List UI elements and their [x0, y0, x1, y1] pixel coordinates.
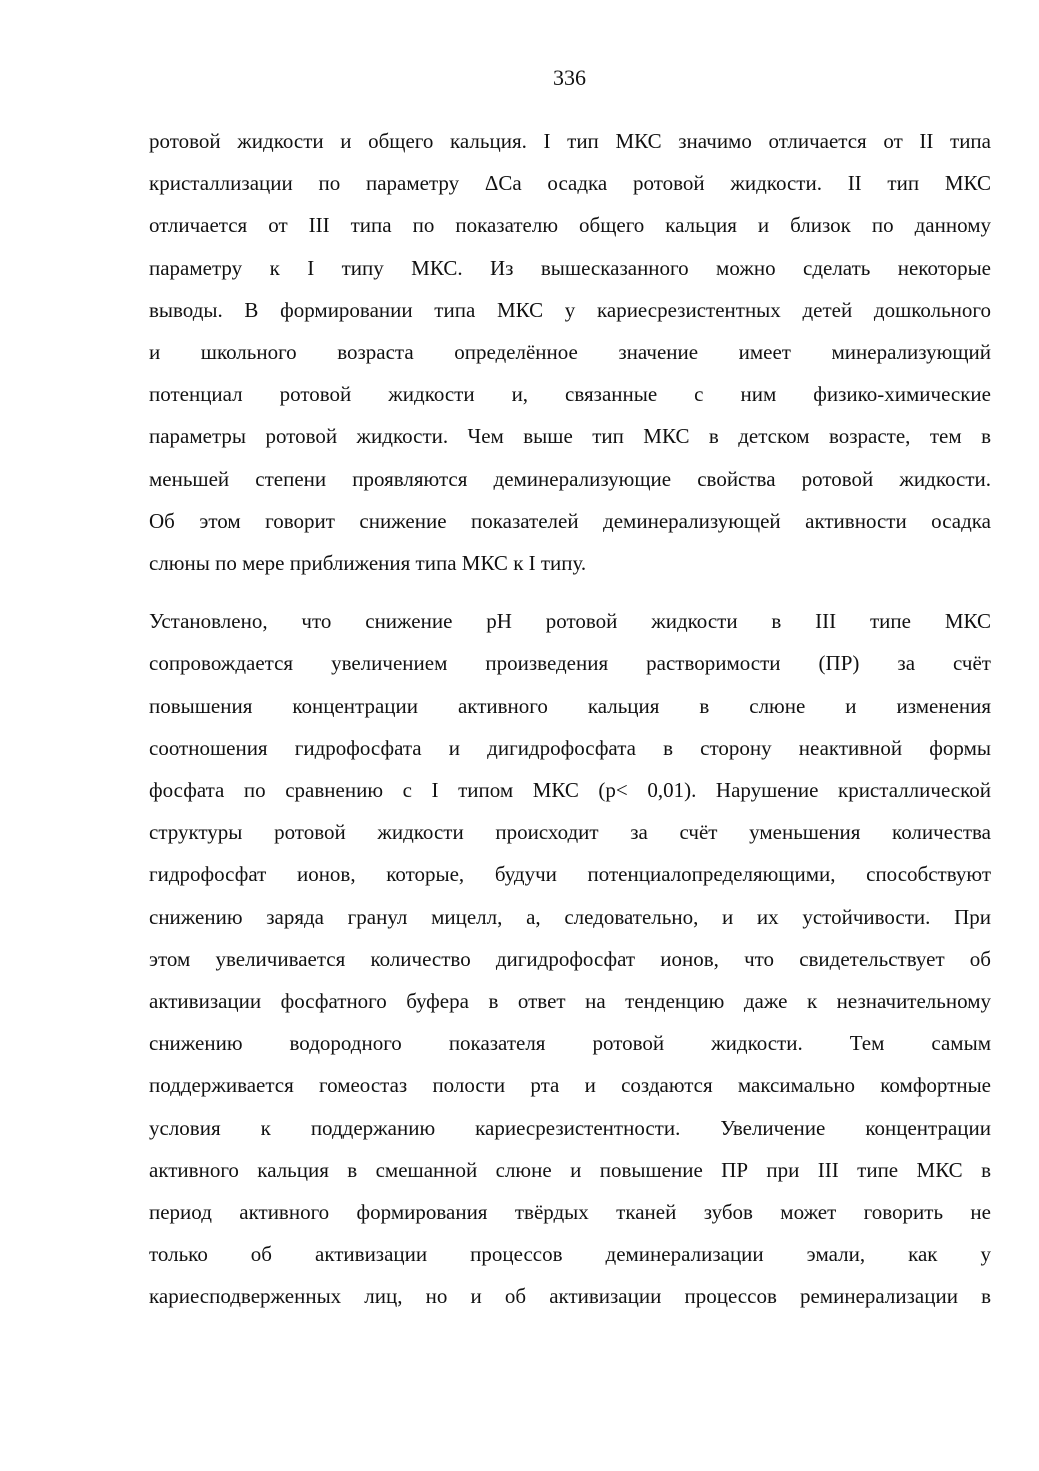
page-number: 336: [553, 65, 586, 90]
text-line: и школьного возраста определённое значение имеет минерализующий: [149, 340, 991, 365]
text-line: период активного формирования твёрдых тканей зубов может говорить не: [149, 1200, 991, 1225]
paragraph-2: [149, 600, 991, 1317]
text-line: меньшей степени проявляются деминерализующие свойства ротовой жидкости.: [149, 466, 991, 491]
body-text: [149, 120, 991, 1318]
text-line: условия к поддержанию кариесрезистентности. Увеличение концентрации: [149, 1115, 991, 1140]
text-line: ротовой жидкости и общего кальция. I тип МКС значимо отличается от II типа: [149, 129, 991, 153]
text-line: только об активизации процессов деминерализации эмали, как у: [149, 1242, 991, 1267]
text-line: кристаллизации по параметру ΔСа осадка ротовой жидкости. II тип МКС: [149, 171, 991, 196]
text-line: выводы. В формировании типа МКС у кариесрезистентных детей дошкольного: [149, 297, 991, 322]
text-line: параметры ротовой жидкости. Чем выше тип МКС в детском возрасте, тем в: [149, 424, 991, 449]
text-line: слюны по мере приближения типа МКС к I типу.: [149, 551, 587, 576]
text-line: снижению заряда гранул мицелл, а, следовательно, и их устойчивости. При: [149, 904, 991, 929]
paragraph-1: [149, 120, 991, 584]
text-line: активизации фосфатного буфера в ответ на тенденцию даже к незначительному: [149, 989, 991, 1014]
text-line: кариесподверженных лиц, но и об активизации процессов реминерализации в: [149, 1284, 991, 1309]
text-line: гидрофосфат ионов, которые, будучи потенциалопределяющими, способствуют: [149, 862, 991, 887]
text-line: снижению водородного показателя ротовой жидкости. Тем самым: [149, 1031, 991, 1056]
text-line: параметру к I типу МКС. Из вышесказанного можно сделать некоторые: [149, 255, 991, 280]
text-line: поддерживается гомеостаз полости рта и создаются максимально комфортные: [149, 1073, 991, 1098]
text-line: активного кальция в смешанной слюне и повышение ПР при III типе МКС в: [149, 1157, 991, 1182]
text-line: потенциал ротовой жидкости и, связанные с ним физико-химические: [149, 382, 991, 407]
text-line: Установлено, что снижение pH ротовой жидкости в III типе МКС: [149, 609, 991, 634]
text-line: соотношения гидрофосфата и дигидрофосфата в сторону неактивной формы: [149, 735, 991, 760]
text-line: повышения концентрации активного кальция в слюне и изменения: [149, 693, 991, 718]
paragraph-spacer: [149, 584, 991, 600]
text-line: отличается от III типа по показателю общего кальция и близок по данному: [149, 213, 991, 238]
text-line: сопровождается увеличением произведения растворимости (ПР) за счёт: [149, 651, 991, 676]
text-line: структуры ротовой жидкости происходит за счёт уменьшения количества: [149, 820, 991, 845]
text-line: этом увеличивается количество дигидрофосфат ионов, что свидетельствует об: [149, 946, 991, 971]
text-line: Об этом говорит снижение показателей деминерализующей активности осадка: [149, 508, 991, 533]
text-line: фосфата по сравнению с I типом МКС (р< 0,01). Нарушение кристаллической: [149, 778, 991, 803]
